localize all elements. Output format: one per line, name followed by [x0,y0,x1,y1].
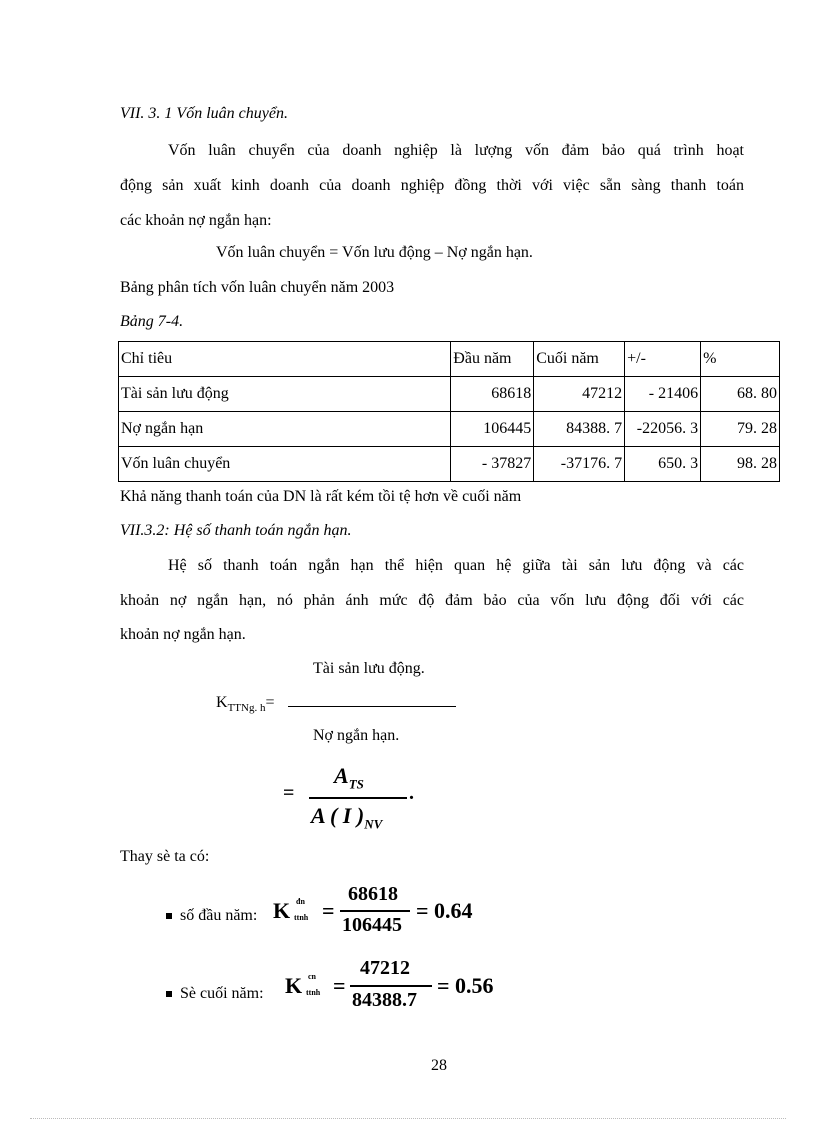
calc1-k-superscript: đn [296,897,305,906]
formula2-numerator [334,763,364,792]
header-indicator: Chỉ tiêu [119,342,451,377]
formula1-k-subscript: TTNg. h [227,702,266,715]
header-percent: % [701,342,780,377]
formula1-denominator: Nợ ngắn hạn. [313,727,400,744]
page-number: 28 [431,1057,447,1074]
cell-end-year: -37176. 7 [534,447,625,482]
formula2-period: . [409,782,414,804]
cell-start-year: 68618 [451,377,534,412]
calc1-equals: = [322,898,335,923]
formula1-k: K [216,694,228,711]
bullet-icon [166,991,172,997]
cell-change: 650. 3 [625,447,701,482]
formula2-den-subscript: NV [364,816,383,832]
calc2-denominator: 84388.7 [352,989,417,1011]
calc2-fraction-bar [350,985,432,987]
section-heading-working-capital: VII. 3. 1 Vốn luân chuyển. [120,105,288,122]
calc2-label: Sè cuối năm: [180,985,264,1002]
calc2-k-superscript: cn [308,972,316,981]
paragraph-line-2: động sản xuất kinh doanh của doanh nghiệp đồng thời với việc sẵn sàng thanh toán [120,177,744,194]
calc1-denominator: 106445 [342,914,402,936]
paragraph-line-1: Vốn luân chuyển của doanh nghiệp là lượng vốn đảm bảo quá trình hoạt [168,142,744,159]
cell-start-year: 106445 [451,412,534,447]
row-label: Nợ ngắn hạn [119,412,451,447]
table-header-row [119,342,780,377]
table-row [119,377,780,412]
calc1-k [273,898,290,924]
paragraph-line-1: Hệ số thanh toán ngắn hạn thể hiện quan hệ giữa tài sản lưu động và các [168,557,744,574]
header-end-year: Cuối năm [534,342,625,377]
calc1-label: số đầu năm: [180,907,258,924]
formula2-den-main: A ( I ) [311,803,365,828]
table-row [119,412,780,447]
calc1-k-main: K [273,898,291,923]
formula2-equals: = [283,782,295,804]
calc2-result: = 0.56 [437,973,494,998]
working-capital-formula: Vốn luân chuyển = Vốn lưu động – Nợ ngắn hạn. [216,244,533,261]
table-conclusion: Khả năng thanh toán của DN là rất kém tồi tệ hơn về cuối năm [120,488,522,505]
calc1-k-subscript: ttnh [294,913,309,922]
paragraph-line-2: khoản nợ ngắn hạn, nó phản ánh mức độ đảm bảo của vốn lưu động đối với các [120,592,744,609]
cell-change: - 21406 [625,377,701,412]
header-start-year: Đầu năm [451,342,534,377]
formula1-fraction-bar [288,706,456,707]
calc2-k-main: K [285,973,303,998]
working-capital-table [118,341,780,482]
calc1-result: = 0.64 [416,898,473,923]
cell-change: -22056. 3 [625,412,701,447]
formula1-lhs [216,693,274,718]
cell-percent: 68. 80 [701,377,780,412]
section-heading-short-term-ratio: VII.3.2: Hệ số thanh toán ngắn hạn. [120,522,352,539]
formula1-equals: = [265,694,275,711]
header-change: +/- [625,342,701,377]
bullet-icon [166,913,172,919]
paragraph-line-3: khoản nợ ngắn hạn. [120,626,246,643]
formula2-num-main: A [334,763,349,788]
page-bottom-divider [30,1118,786,1119]
formula2-num-subscript: TS [348,776,364,792]
formula2-fraction-bar [309,797,407,799]
cell-start-year: - 37827 [451,447,534,482]
table-row [119,447,780,482]
calc2-numerator: 47212 [360,957,410,979]
row-label: Vốn luân chuyển [119,447,451,482]
calc1-numerator: 68618 [348,883,398,905]
table-label: Bảng 7-4. [120,313,184,330]
cell-percent: 79. 28 [701,412,780,447]
calc2-k-subscript: ttnh [306,988,321,997]
calc2-equals: = [333,973,346,998]
calc1-fraction-bar [340,910,410,912]
cell-end-year: 47212 [534,377,625,412]
calc2-k [285,973,302,999]
cell-end-year: 84388. 7 [534,412,625,447]
table-caption: Bảng phân tích vốn luân chuyển năm 2003 [120,279,395,296]
paragraph-line-3: các khoản nợ ngắn hạn: [120,212,272,229]
row-label: Tài sản lưu động [119,377,451,412]
formula2-denominator [311,803,382,832]
substitute-label: Thay sè ta có: [120,848,210,865]
cell-percent: 98. 28 [701,447,780,482]
formula1-numerator: Tài sản lưu động. [313,660,425,677]
